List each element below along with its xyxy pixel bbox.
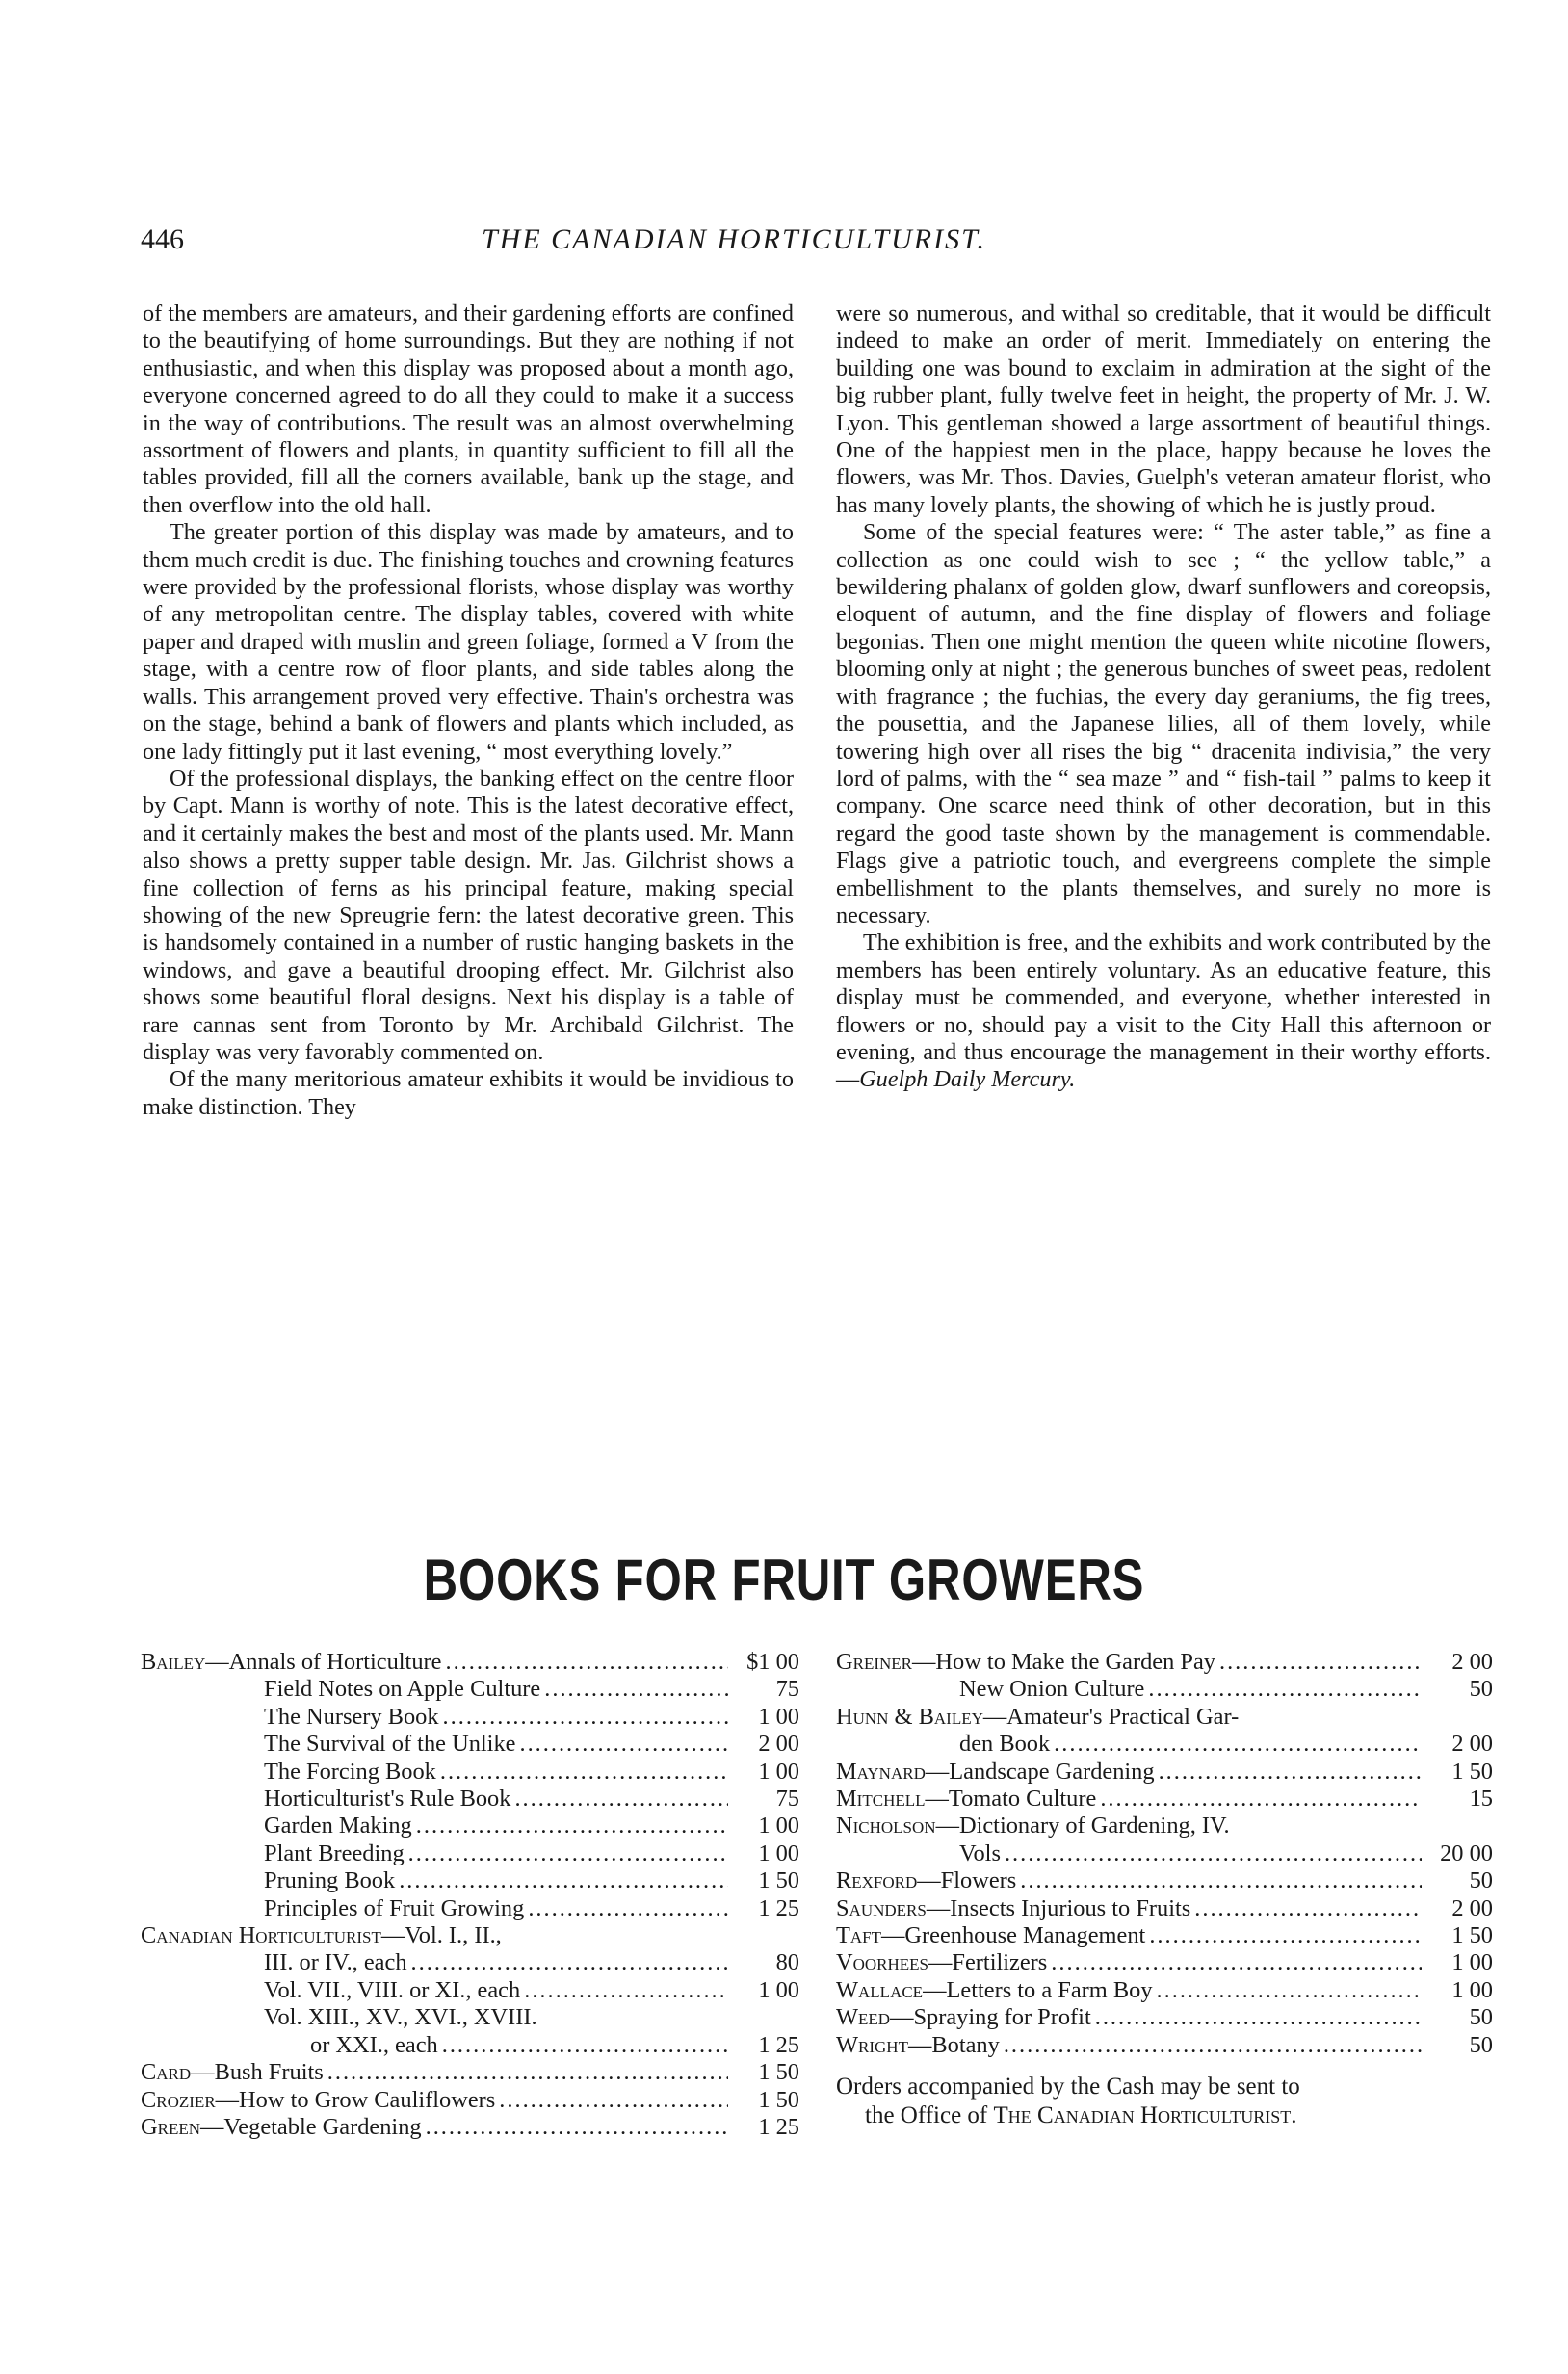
book-author: Canadian Horticulturist (141, 1922, 381, 1949)
book-title: —Bush Fruits (191, 2059, 324, 2086)
book-entry (141, 1813, 799, 1839)
book-price: 1 00 (758, 1839, 799, 1866)
book-title: or XXI., each (310, 2031, 438, 2058)
book-entry (836, 1649, 1493, 1676)
orders-note-line (836, 2101, 1493, 2130)
book-entry (141, 1786, 799, 1813)
book-author: Nicholson (836, 1813, 936, 1839)
book-author: Maynard (836, 1758, 926, 1785)
book-entry (141, 1922, 799, 1949)
orders-note (836, 2073, 1493, 2130)
book-entry (141, 1649, 799, 1676)
book-price: 1 50 (758, 1867, 799, 1894)
page-number: 446 (141, 223, 184, 255)
book-entry (141, 2087, 799, 2114)
book-price: 1 00 (758, 1813, 799, 1839)
book-title: New Onion Culture (959, 1676, 1145, 1703)
book-title: —Vol. I., II., (380, 1922, 502, 1949)
orders-note-prefix: the Office of (865, 2102, 994, 2129)
book-title: den Book (959, 1731, 1051, 1758)
book-price: 75 (775, 1786, 799, 1813)
book-price: 1 00 (758, 1758, 799, 1785)
final-paragraph-text: The exhibition is free, and the exhibits and work contributed by the members has been entirely voluntary. As an educative feature, this display must be commended, and everyone, whether interested in flowers or no, should pay a visit to the City Hall this afternoon or evening, and thus encourage the management in their worthy efforts.— (836, 929, 1491, 1093)
book-author: Green (141, 2113, 200, 2140)
book-entry (836, 1895, 1493, 1922)
book-title: Garden Making (264, 1813, 412, 1839)
book-entry (836, 1977, 1493, 2004)
book-title: Vols (959, 1839, 1001, 1866)
book-entry (836, 1786, 1493, 1813)
book-title: —Fertilizers (928, 1949, 1048, 1976)
book-price: 2 00 (1451, 1894, 1493, 1921)
article-final-paragraph (836, 929, 1491, 1093)
article-paragraph: The greater portion of this display was made by amateurs, and to them much credit is due. The finishing touches and crowning features were provided by the professional florists, whose display was worthy of any metropolitan centre. The display tables, covered with white paper and draped with muslin and green foliage, formed a V from the stage, with a centre row of floor plants, and side tables along the walls. This arrangement proved very effective. Thain's orchestra was on the stage, behind a bank of flowers and plants which included, as one lady fittingly put it last evening, “ most everything lovely.” (143, 519, 794, 765)
book-price: 2 00 (758, 1731, 799, 1758)
book-entry (836, 1813, 1493, 1839)
orders-note-line: Orders accompanied by the Cash may be sent to (836, 2074, 1300, 2100)
book-entry (836, 1949, 1493, 1976)
book-title: Vol. VII., VIII. or XI., each (264, 1976, 521, 2003)
book-entry (141, 2059, 799, 2086)
book-author: Bailey (141, 1649, 206, 1675)
book-author: Hunn & Bailey (836, 1703, 983, 1730)
book-author: Wright (836, 2031, 908, 2058)
book-entry (141, 1977, 799, 2004)
book-price: 1 50 (758, 2059, 799, 2086)
book-title: —Tomato Culture (925, 1786, 1097, 1813)
book-price: 1 50 (1451, 1758, 1493, 1785)
book-entry (836, 1867, 1493, 1894)
book-title: The Nursery Book (264, 1703, 439, 1730)
orders-note-publication: The Canadian Horticulturist. (993, 2102, 1297, 2129)
book-entry (141, 1895, 799, 1922)
running-title: THE CANADIAN HORTICULTURIST. (482, 223, 987, 255)
book-price: 2 00 (1451, 1731, 1493, 1758)
book-entry (836, 1704, 1493, 1731)
book-price: 1 25 (758, 2113, 799, 2140)
book-author: Taft (836, 1922, 882, 1949)
book-author: Voorhees (836, 1949, 929, 1976)
book-author: Rexford (836, 1867, 918, 1894)
book-entry (141, 1731, 799, 1758)
book-price: 50 (1469, 1676, 1493, 1703)
book-author: Saunders (836, 1894, 927, 1921)
book-title: —Spraying for Profit (890, 2004, 1091, 2031)
book-entry (836, 2004, 1493, 2031)
book-price: 50 (1469, 2004, 1493, 2031)
book-price: 2 00 (1451, 1649, 1493, 1675)
book-title: —Insects Injurious to Fruits (926, 1894, 1191, 1921)
book-title: —Botany (907, 2031, 1000, 2058)
book-entry (141, 1949, 799, 1976)
book-entry (836, 1759, 1493, 1786)
book-price: 1 50 (758, 2086, 799, 2113)
book-author: Mitchell (836, 1786, 926, 1813)
book-title: —Letters to a Farm Boy (923, 1976, 1153, 2003)
book-title: The Survival of the Unlike (264, 1731, 516, 1758)
book-author: Greiner (836, 1649, 912, 1675)
book-author: Weed (836, 2004, 891, 2031)
article-left-column (143, 300, 794, 1121)
article-paragraph: of the members are amateurs, and their gardening efforts are confined to the beautifying of home surroundings. But they are nothing if not enthusiastic, and when this display was proposed about a month ago, everyone concerned agreed to do all they could to make it a success in the way of contributions. The result was an almost overwhelming assortment of flowers and plants, in quantity sufficient to fill all the tables provided, fill all the corners available, bank up the stage, and then overflow into the old hall. (143, 300, 794, 518)
book-title: Vol. XIII., XV., XVI., XVIII. (264, 2004, 537, 2031)
book-author: Wallace (836, 1976, 924, 2003)
book-price: 1 25 (758, 2031, 799, 2058)
book-entry (836, 1840, 1493, 1867)
book-title: —Annals of Horticulture (205, 1649, 442, 1675)
book-entry (141, 1676, 799, 1703)
book-entry (141, 2004, 799, 2031)
article-paragraph: Some of the special features were: “ The aster table,” as fine a collection as one could wish to see ; “ the yellow table,” a bewildering phalanx of golden glow, dwarf sunflowers and coreopsis, eloquent of autumn, and the fine display of flowers and foliage begonias. Then one might mention the queen white nicotine flowers, blooming only at night ; the generous bunches of sweet peas, redolent with fragrance ; the fuchias, the every day geraniums, the fig trees, the pousettia, and the Japanese lilies, all of them lovely, while towering high over all rises the big “ dracenita indivisia,” the very lord of palms, with the “ sea maze ” and “ fish-tail ” palms to keep it company. One scarce need think of other decoration, but in this regard the good taste shown by the management is commendable. Flags give a patriotic touch, and evergreens complete the simple embellishment to the plants themselves, and surely no more is necessary. (836, 519, 1491, 928)
book-price: 1 00 (1451, 1949, 1493, 1976)
book-entry (141, 2114, 799, 2141)
book-title: —Flowers (917, 1867, 1017, 1894)
article-right-column (836, 300, 1491, 1094)
book-title: —Landscape Gardening (925, 1758, 1155, 1785)
book-title: Pruning Book (264, 1867, 396, 1894)
book-title: Principles of Fruit Growing (264, 1894, 525, 1921)
book-title: —How to Grow Cauliflowers (215, 2086, 496, 2113)
book-price: 1 00 (1451, 1976, 1493, 2003)
book-entry (141, 1704, 799, 1731)
book-title: III. or IV., each (264, 1949, 407, 1976)
book-title: Field Notes on Apple Culture (264, 1676, 541, 1703)
book-title: —Vegetable Gardening (200, 2113, 422, 2140)
book-list-left (141, 1649, 799, 2141)
book-list-right (836, 1649, 1493, 2130)
book-price: 1 50 (1451, 1922, 1493, 1949)
book-entry (141, 2032, 799, 2059)
book-price: 1 25 (758, 1894, 799, 1921)
book-author: Crozier (141, 2086, 216, 2113)
book-entry (836, 1676, 1493, 1703)
book-price: 1 00 (758, 1976, 799, 2003)
book-entry (836, 1922, 1493, 1949)
book-price: 50 (1469, 1867, 1493, 1894)
book-price: 50 (1469, 2031, 1493, 2058)
book-entry (141, 1840, 799, 1867)
book-entry (836, 2032, 1493, 2059)
book-title: The Forcing Book (264, 1758, 436, 1785)
book-entry (141, 1759, 799, 1786)
book-price: 1 00 (758, 1703, 799, 1730)
book-entry (141, 1867, 799, 1894)
books-heading: BOOKS FOR FRUIT GROWERS (423, 1548, 1145, 1612)
book-title: —Amateur's Practical Gar- (982, 1703, 1240, 1730)
article-signature: Guelph Daily Mercury. (859, 1066, 1076, 1093)
book-title: —Greenhouse Management (881, 1922, 1146, 1949)
book-price: 80 (775, 1949, 799, 1976)
book-price: 20 00 (1440, 1839, 1493, 1866)
book-price: 75 (775, 1676, 799, 1703)
book-author: Card (141, 2059, 192, 2086)
book-title: —How to Make the Garden Pay (912, 1649, 1215, 1675)
book-title: —Dictionary of Gardening, IV. (935, 1813, 1230, 1839)
article-paragraph: were so numerous, and withal so creditable, that it would be difficult indeed to make an order of merit. Immediately on entering the building one was bound to exclaim in admiration at the sight of the big rubber plant, fully twelve feet in height, the property of Mr. J. W. Lyon. This gentleman showed a large assortment of beautiful things. One of the happiest men in the place, happy because he loves the flowers, was Mr. Thos. Davies, Guelph's veteran amateur florist, who has many lovely plants, the showing of which he is justly proud. (836, 300, 1491, 518)
book-price: 15 (1469, 1786, 1493, 1813)
book-entry (836, 1731, 1493, 1758)
book-price: $1 00 (746, 1649, 799, 1675)
book-title: Horticulturist's Rule Book (264, 1786, 511, 1813)
article-paragraph: Of the professional displays, the banking effect on the centre floor by Capt. Mann is worthy of note. This is the latest decorative effect, and it certainly makes the best and most of the plants used. Mr. Mann also shows a pretty supper table design. Mr. Jas. Gilchrist shows a fine collection of ferns as his principal feature, making special showing of the new Spreugrie fern: the latest decorative green. This is handsomely contained in a number of rustic hanging baskets in the windows, and gave a beautiful drooping effect. Mr. Gilchrist also shows some beautiful floral designs. Next his display is a table of rare cannas sent from Toronto by Mr. Archibald Gilchrist. The display was very favorably commented on. (143, 765, 794, 1065)
article-paragraph: Of the many meritorious amateur exhibits it would be invidious to make distinction. They (143, 1066, 794, 1120)
book-title: Plant Breeding (264, 1839, 405, 1866)
